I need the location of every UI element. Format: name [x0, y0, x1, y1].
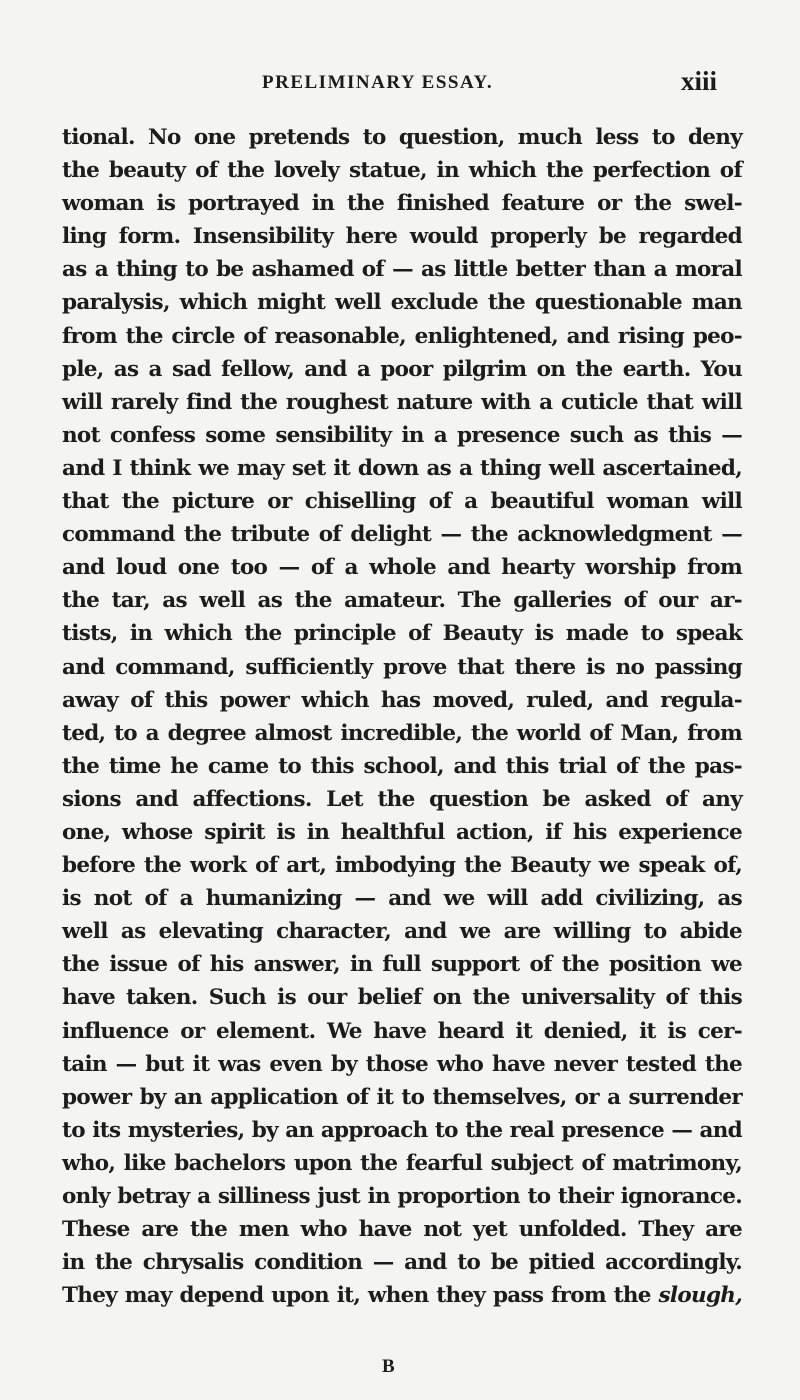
text-line: woman is portrayed in the finished feature or the swel-	[62, 191, 742, 217]
text-line: one, whose spirit is in healthful action, if his experience	[62, 819, 742, 845]
text-line: tain — but it was even by those who have never tested the	[62, 1051, 742, 1077]
text-line: the tar, as well as the amateur. The galleries of our ar-	[62, 588, 742, 614]
text-line: who, like bachelors upon the fearful subject of matrimony,	[62, 1150, 742, 1176]
text-line: These are the men who have not yet unfolded. They are	[62, 1217, 742, 1243]
text-line: command the tribute of delight — the acknowledgment —	[62, 522, 742, 548]
text-line: away of this power which has moved, ruled, and regula-	[62, 687, 742, 713]
page-header	[0, 66, 800, 110]
text-line: have taken. Such is our belief on the universality of this	[62, 985, 742, 1011]
text-line: to its mysteries, by an approach to the real presence — and	[62, 1117, 742, 1143]
text-line: tists, in which the principle of Beauty is made to speak	[62, 621, 742, 647]
text-line: power by an application of it to themselves, or a surrender	[62, 1084, 742, 1110]
text-line: the issue of his answer, in full support of the position we	[62, 952, 742, 978]
text-line: paralysis, which might well exclude the questionable man	[62, 290, 742, 316]
text-line: and loud one too — of a whole and hearty worship from	[62, 555, 742, 581]
text-line: in the chrysalis condition — and to be pitied accordingly.	[62, 1250, 742, 1276]
text-line: as a thing to be ashamed of — as little better than a moral	[62, 257, 742, 283]
body-text	[62, 121, 742, 1312]
text-line: well as elevating character, and we are willing to abide	[62, 919, 742, 945]
text-line: and command, sufficiently prove that there is no passing	[62, 654, 742, 680]
text-line: the beauty of the lovely statue, in which the perfection of	[62, 158, 742, 184]
text-line: and I think we may set it down as a thing well ascertained,	[62, 455, 742, 481]
text-line: ted, to a degree almost incredible, the world of Man, from	[62, 720, 742, 746]
page-number: xiii	[681, 66, 718, 96]
text-line: is not of a humanizing — and we will add civilizing, as	[62, 886, 742, 912]
text-line: ple, as a sad fellow, and a poor pilgrim on the earth. You	[62, 356, 742, 382]
text-line: will rarely find the roughest nature with a cuticle that will	[62, 389, 742, 415]
text-line: that the picture or chiselling of a beautiful woman will	[62, 489, 742, 515]
text-line: from the circle of reasonable, enlightened, and rising peo-	[62, 323, 742, 349]
signature-mark: B	[382, 1356, 395, 1377]
running-head: PRELIMINARY ESSAY.	[262, 72, 494, 93]
text-line: ling form. Insensibility here would properly be regarded	[62, 224, 742, 250]
text-line: before the work of art, imbodying the Beauty we speak of,	[62, 853, 742, 879]
text-line: They may depend upon it, when they pass from the slough,	[62, 1283, 742, 1309]
text-line: not confess some sensibility in a presence such as this —	[62, 422, 742, 448]
text-line: influence or element. We have heard it denied, it is cer-	[62, 1018, 742, 1044]
italic-word: slough,	[658, 1283, 742, 1309]
text-line: tional. No one pretends to question, much less to deny	[62, 125, 742, 150]
text-line: the time he came to this school, and this trial of the pas-	[62, 753, 742, 779]
text-line: only betray a silliness just in proportion to their ignorance.	[62, 1184, 742, 1209]
text-line: sions and affections. Let the question be asked of any	[62, 786, 742, 812]
